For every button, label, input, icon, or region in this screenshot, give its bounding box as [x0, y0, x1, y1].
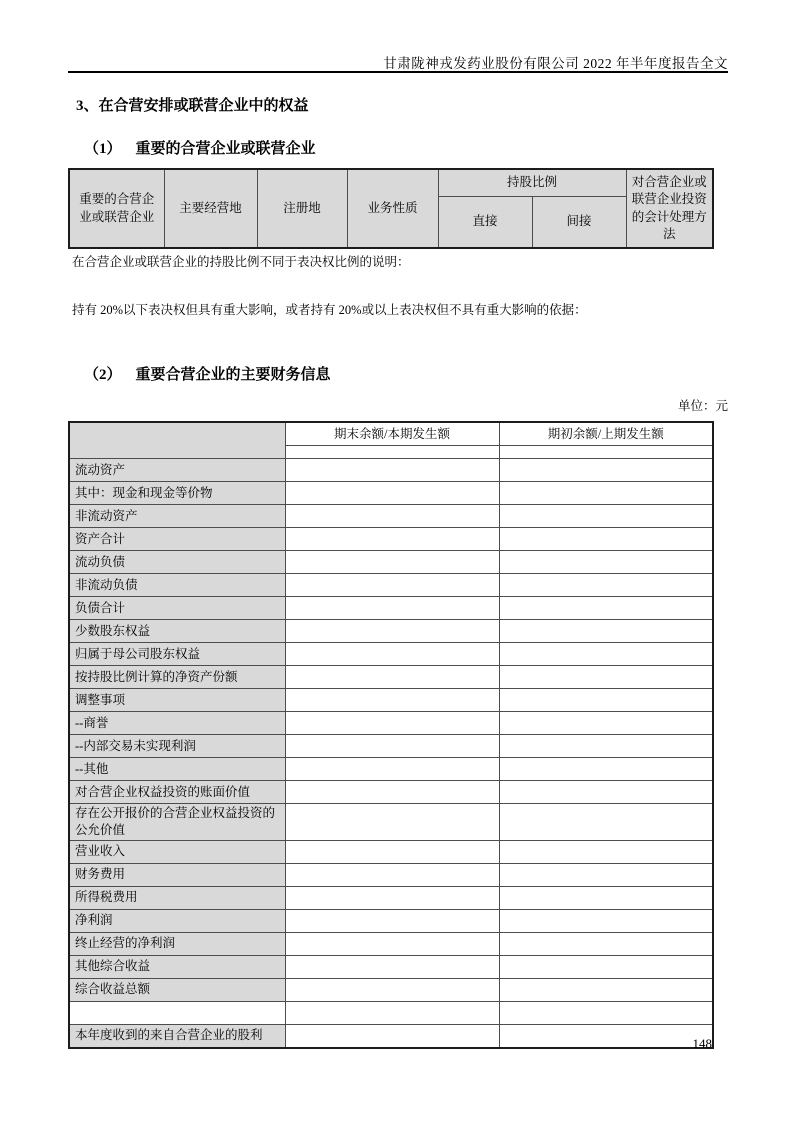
- row-label: 少数股东权益: [69, 620, 285, 643]
- value-cell-prior: [499, 482, 713, 505]
- financial-header-row: [69, 422, 713, 446]
- header-opening-balance: 期初余额/上期发生额: [499, 422, 713, 446]
- value-cell-current: [285, 932, 499, 955]
- row-label: 终止经营的净利润: [69, 932, 285, 955]
- table-row: [69, 886, 713, 909]
- row-label: 财务费用: [69, 863, 285, 886]
- header-registered-place: 注册地: [257, 169, 347, 248]
- row-label: 营业收入: [69, 840, 285, 863]
- row-label: 对合营企业权益投资的账面价值: [69, 781, 285, 804]
- gap-cell: [499, 446, 713, 459]
- value-cell-current: [285, 955, 499, 978]
- table-row: [69, 666, 713, 689]
- value-cell-prior: [499, 551, 713, 574]
- value-cell-prior: [499, 666, 713, 689]
- header-business-nature: 业务性质: [347, 169, 438, 248]
- table-row: [69, 781, 713, 804]
- row-label: 流动资产: [69, 459, 285, 482]
- table-row: [69, 840, 713, 863]
- value-cell-current: [285, 643, 499, 666]
- table-row: [69, 735, 713, 758]
- table-row: [69, 482, 713, 505]
- value-cell-current: [285, 666, 499, 689]
- row-label: 调整事项: [69, 689, 285, 712]
- subsection-1-heading: [84, 137, 316, 158]
- table-row: [69, 978, 713, 1001]
- value-cell-prior: [499, 597, 713, 620]
- value-cell-current: [285, 528, 499, 551]
- table-row: [69, 863, 713, 886]
- row-label: 负债合计: [69, 597, 285, 620]
- value-cell-current: [285, 597, 499, 620]
- table-row: [69, 597, 713, 620]
- page-number: 148: [692, 1036, 712, 1051]
- value-cell-current: [285, 909, 499, 932]
- table-row: [69, 689, 713, 712]
- value-cell-current: [285, 863, 499, 886]
- value-cell-prior: [499, 459, 713, 482]
- row-label: [69, 1001, 285, 1024]
- subsection-1-number: （1）: [84, 141, 122, 157]
- value-cell-prior: [499, 689, 713, 712]
- value-cell-current: [285, 886, 499, 909]
- table-row: [69, 955, 713, 978]
- value-cell-current: [285, 735, 499, 758]
- header-entity: 重要的合营企业或联营企业: [69, 169, 164, 248]
- value-cell-prior: [499, 505, 713, 528]
- value-cell-current: [285, 505, 499, 528]
- value-cell-current: [285, 689, 499, 712]
- table-row: [69, 574, 713, 597]
- row-label: 所得税费用: [69, 886, 285, 909]
- row-label: --商誉: [69, 712, 285, 735]
- value-cell-prior: [499, 840, 713, 863]
- value-cell-prior: [499, 574, 713, 597]
- value-cell-current: [285, 781, 499, 804]
- value-cell-prior: [499, 735, 713, 758]
- table-row: [69, 758, 713, 781]
- table-row: [69, 620, 713, 643]
- subsection-1-title: 重要的合营企业或联营企业: [135, 141, 316, 157]
- table-row: [69, 932, 713, 955]
- value-cell-prior: [499, 781, 713, 804]
- financial-info-table: [68, 421, 714, 1049]
- value-cell-prior: [499, 978, 713, 1001]
- table-row: [69, 909, 713, 932]
- financial-table-head: [69, 422, 713, 459]
- table-row: [69, 551, 713, 574]
- value-cell-current: [285, 804, 499, 841]
- table-row: [69, 643, 713, 666]
- gap-cell: [285, 446, 499, 459]
- note-significant-influence: 持有 20%以下表决权但具有重大影响，或者持有 20%或以上表决权但不具有重大影响的依据：: [72, 303, 587, 317]
- value-cell-current: [285, 574, 499, 597]
- joint-ventures-table: [68, 168, 714, 249]
- value-cell-prior: [499, 955, 713, 978]
- value-cell-prior: [499, 758, 713, 781]
- row-label: --其他: [69, 758, 285, 781]
- row-label: 净利润: [69, 909, 285, 932]
- section-heading: 3、在合营安排或联营企业中的权益: [76, 98, 309, 114]
- header-shareholding-ratio: 持股比例: [438, 169, 626, 197]
- corner-cell: [69, 422, 285, 459]
- row-label: 其他综合收益: [69, 955, 285, 978]
- value-cell-prior: [499, 863, 713, 886]
- subsection-2-title: 重要合营企业的主要财务信息: [135, 367, 331, 383]
- value-cell-prior: [499, 804, 713, 841]
- subheader-direct: 直接: [438, 197, 532, 249]
- unit-label: 单位：元: [677, 399, 728, 413]
- header-principal-place: 主要经营地: [164, 169, 257, 248]
- table-row: [69, 505, 713, 528]
- value-cell-prior: [499, 620, 713, 643]
- value-cell-prior: [499, 528, 713, 551]
- value-cell-prior: [499, 932, 713, 955]
- page-header-title: 甘肃陇神戎发药业股份有限公司 2022 年半年度报告全文: [383, 56, 728, 71]
- row-label: 非流动资产: [69, 505, 285, 528]
- row-label: 按持股比例计算的净资产份额: [69, 666, 285, 689]
- note-voting-ratio: 在合营企业或联营企业的持股比例不同于表决权比例的说明：: [72, 255, 410, 269]
- value-cell-prior: [499, 712, 713, 735]
- header-divider: [68, 71, 728, 73]
- value-cell-prior: [499, 886, 713, 909]
- table-row: [69, 712, 713, 735]
- value-cell-current: [285, 551, 499, 574]
- subsection-2-heading: [84, 363, 331, 384]
- table-header-row: [69, 169, 713, 197]
- value-cell-prior: [499, 909, 713, 932]
- row-label: --内部交易未实现利润: [69, 735, 285, 758]
- value-cell-current: [285, 620, 499, 643]
- value-cell-current: [285, 1001, 499, 1024]
- row-label: 存在公开报价的合营企业权益投资的公允价值: [69, 804, 285, 841]
- subsection-2-number: （2）: [84, 367, 122, 383]
- table-row: [69, 528, 713, 551]
- row-label: 归属于母公司股东权益: [69, 643, 285, 666]
- row-label: 其中：现金和现金等价物: [69, 482, 285, 505]
- row-label: 综合收益总额: [69, 978, 285, 1001]
- value-cell-current: [285, 459, 499, 482]
- table-row: [69, 459, 713, 482]
- header-closing-balance: 期末余额/本期发生额: [285, 422, 499, 446]
- header-accounting-method: 对合营企业或联营企业投资的会计处理方法: [626, 169, 713, 248]
- value-cell-current: [285, 758, 499, 781]
- value-cell-current: [285, 840, 499, 863]
- row-label: 本年度收到的来自合营企业的股利: [69, 1024, 285, 1048]
- value-cell-current: [285, 482, 499, 505]
- row-label: 资产合计: [69, 528, 285, 551]
- value-cell-current: [285, 978, 499, 1001]
- row-label: 非流动负债: [69, 574, 285, 597]
- value-cell-current: [285, 712, 499, 735]
- row-label: 流动负债: [69, 551, 285, 574]
- subheader-indirect: 间接: [532, 197, 626, 249]
- table-row: [69, 804, 713, 841]
- value-cell-prior: [499, 1001, 713, 1024]
- value-cell-prior: [499, 643, 713, 666]
- table-row: [69, 1001, 713, 1024]
- financial-table-body: [69, 459, 713, 1048]
